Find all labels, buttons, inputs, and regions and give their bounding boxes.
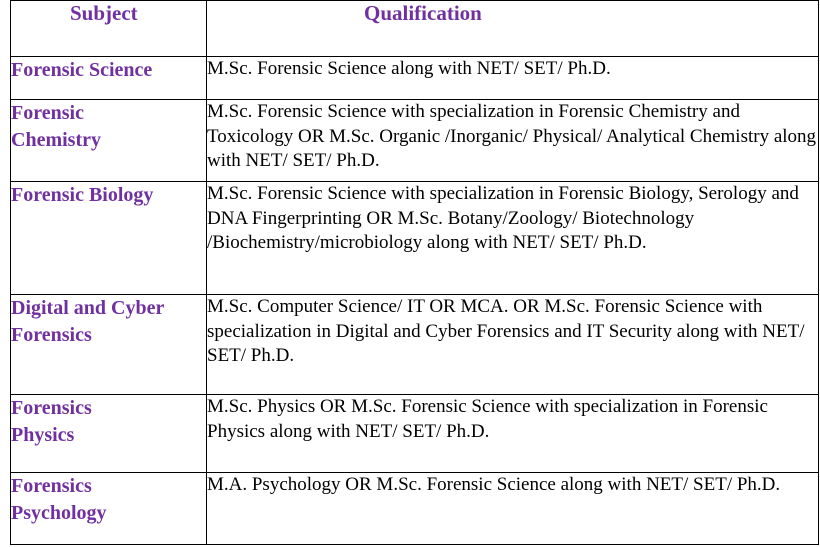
subject-cell xyxy=(11,473,207,545)
qualification-text: M.Sc. Forensic Science along with NET/ SET/ Ph.D. xyxy=(207,58,611,79)
table-row xyxy=(11,100,819,182)
subject-cell xyxy=(11,182,207,295)
qualification-text: M.Sc. Forensic Science with specialization in Forensic Chemistry and Toxicology OR M.Sc. Organic /Inorganic/ Physical/ Analytical Chemistry along with NET/ SET/ Ph.D. xyxy=(207,101,817,171)
qualification-text: M.Sc. Physics OR M.Sc. Forensic Science with specialization in Forensic Physics along with NET/ SET/ Ph.D. xyxy=(207,396,768,442)
qualification-text: M.Sc. Forensic Science with specialization in Forensic Biology, Serology and DNA Fingerprinting OR M.Sc. Botany/Zoology/ Biotechnology /Biochemistry/microbiology along with NET/ SET/ Ph.D. xyxy=(207,183,799,253)
table-header-row xyxy=(11,1,819,57)
qualification-cell xyxy=(207,57,819,100)
subject-text: Forensic Science xyxy=(11,59,153,81)
table-row xyxy=(11,182,819,295)
qualification-cell xyxy=(207,100,819,182)
subject-cell xyxy=(11,100,207,182)
qualification-cell xyxy=(207,395,819,473)
table-row xyxy=(11,395,819,473)
qualification-cell xyxy=(207,473,819,545)
qualification-column-header: Qualification xyxy=(207,1,819,57)
qualification-text: M.Sc. Computer Science/ IT OR MCA. OR M.Sc. Forensic Science with specialization in Digital and Cyber Forensics and IT Security along with NET/ SET/ Ph.D. xyxy=(207,296,805,366)
qualification-table xyxy=(10,0,819,545)
qualification-cell xyxy=(207,182,819,295)
subject-text: Forensics Psychology xyxy=(11,475,107,524)
subject-cell xyxy=(11,295,207,395)
subject-cell xyxy=(11,395,207,473)
subject-cell xyxy=(11,57,207,100)
table-row xyxy=(11,295,819,395)
table-row xyxy=(11,473,819,545)
subject-text: Forensics Physics xyxy=(11,397,92,446)
subject-text: Forensic Biology xyxy=(11,184,154,206)
subject-column-header: Subject xyxy=(11,1,207,57)
qualification-cell xyxy=(207,295,819,395)
qualification-text: M.A. Psychology OR M.Sc. Forensic Science along with NET/ SET/ Ph.D. xyxy=(207,474,781,495)
subject-text: Forensic Chemistry xyxy=(11,102,101,151)
subject-text: Digital and Cyber Forensics xyxy=(11,297,164,346)
table-row xyxy=(11,57,819,100)
